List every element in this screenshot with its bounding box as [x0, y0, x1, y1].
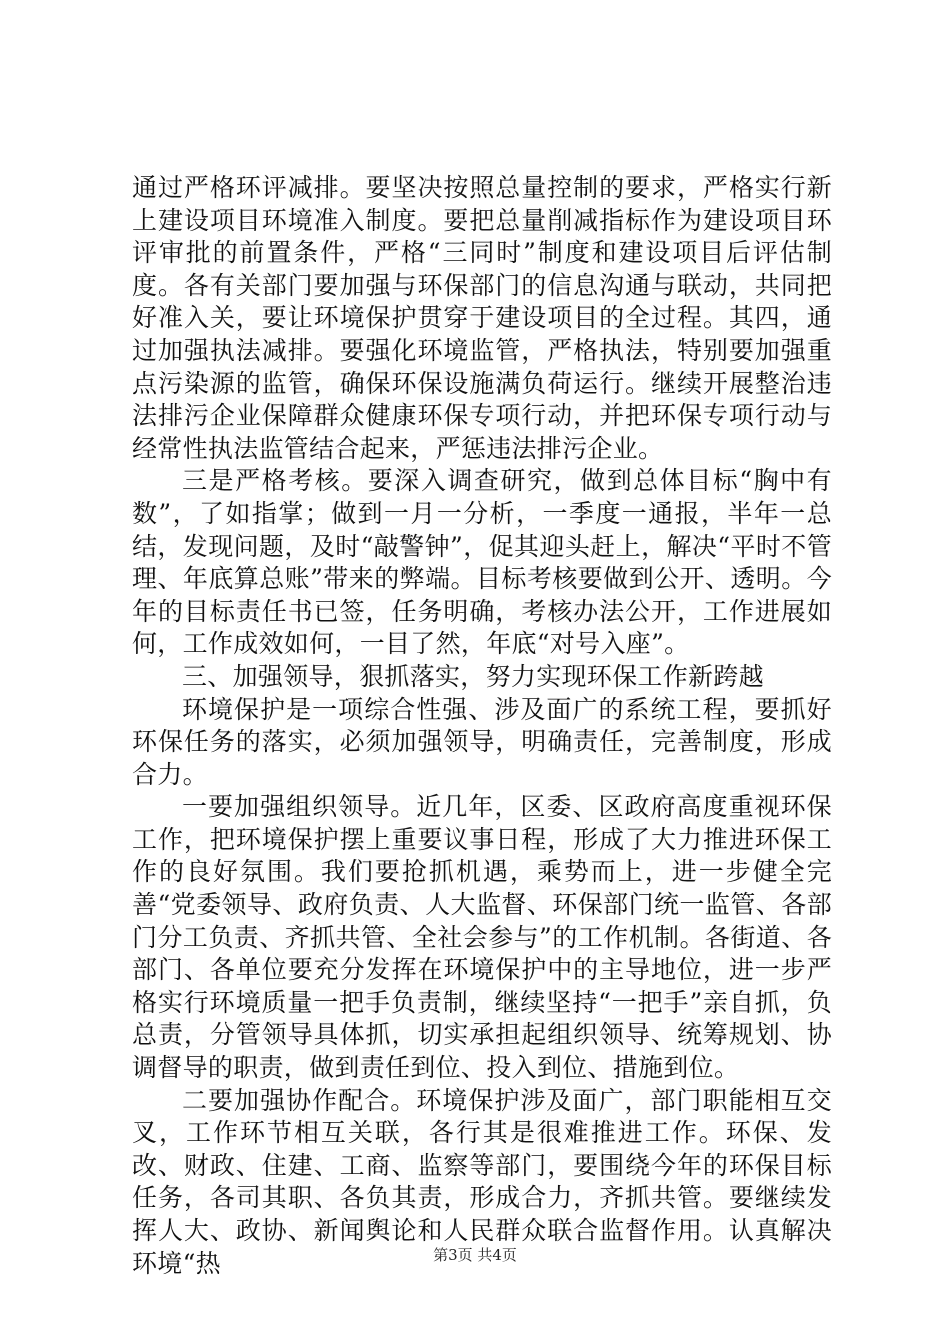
paragraph-strict-assessment: 三是严格考核。要深入调查研究，做到总体目标“胸中有数”，了如指掌；做到一月一分析，一季度一通报，半年一总结，发现问题，及时“敲警钟”，促其迎头赶上，解决“平时不管理、年底算总账”带来的弊端。目标考核要做到公开、透明。今年的目标责任书已签，任务明确，考核办法公开，工作进展如何，工作成效如何，一目了然，年底“对号入座”。: [132, 466, 832, 659]
document-body: [132, 172, 832, 1280]
section-heading: 三、加强领导，狠抓落实，努力实现环保工作新跨越: [182, 661, 764, 691]
paragraph-cooperation: 二要加强协作配合。环境保护涉及面广，部门职能相互交叉，工作环节相互关联，各行其是很难推进工作。环保、发改、财政、住建、工商、监察等部门，要围绕今年的环保目标任务，各司其职、各负其责，形成合力，齐抓共管。要继续发挥人大、政协、新闻舆论和人民群众联合监督作用。认真解决环境“热: [132, 1085, 832, 1278]
paragraph-intro: 环境保护是一项综合性强、涉及面广的系统工程，要抓好环保任务的落实，必须加强领导，明确责任，完善制度，形成合力。: [132, 694, 832, 789]
paragraph-leadership: 一要加强组织领导。近几年，区委、区政府高度重视环保工作，把环境保护摆上重要议事日程，形成了大力推进环保工作的良好氛围。我们要抢抓机遇，乘势而上，进一步健全完善“党委领导、政府负责、人大监督、环保部门统一监管、各部门分工负责、齐抓共管、全社会参与”的工作机制。各街道、各部门、各单位要充分发挥在环境保护中的主导地位，进一步严格实行环境质量一把手负责制，继续坚持“一把手”亲自抓，负总责，分管领导具体抓，切实承担起组织领导、统筹规划、协调督导的职责，做到责任到位、投入到位、措施到位。: [132, 792, 832, 1083]
page-footer: 第3页 共4页: [433, 1246, 517, 1264]
paragraph-continuation: 通过严格环评减排。要坚决按照总量控制的要求，严格实行新上建设项目环境准入制度。要把总量削减指标作为建设项目环评审批的前置条件，严格“三同时”制度和建设项目后评估制度。各有关部门要加强与环保部门的信息沟通与联动，共同把好准入关，要让环境保护贯穿于建设项目的全过程。其四，通过加强执法减排。要强化环境监管，严格执法，特别要加强重点污染源的监管，确保环保设施满负荷运行。继续开展整治违法排污企业保障群众健康环保专项行动，并把环保专项行动与经常性执法监管结合起来，严惩违法排污企业。: [132, 173, 832, 463]
